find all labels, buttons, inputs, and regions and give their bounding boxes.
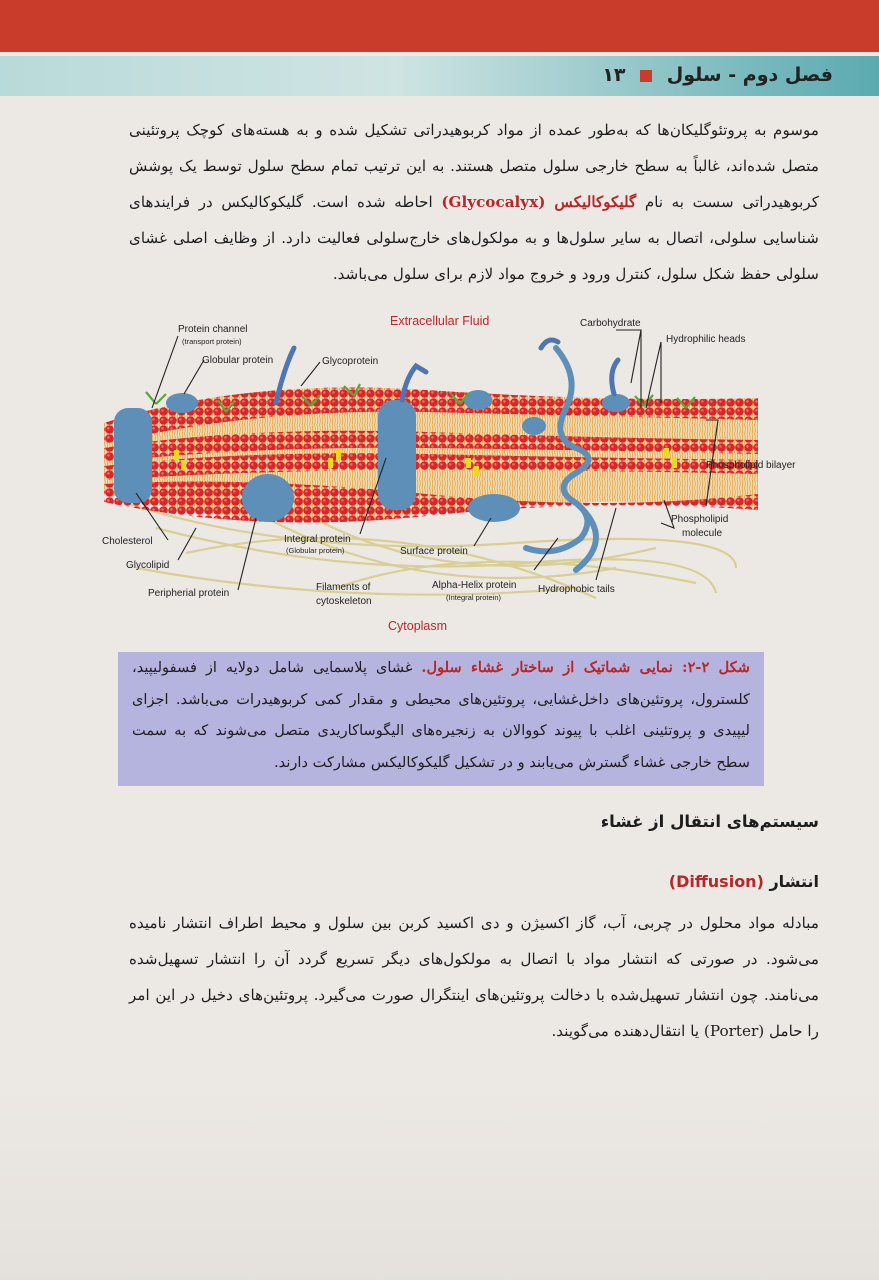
diffusion-heading-en: (Diffusion) — [668, 872, 764, 891]
cytoplasm-label: Cytoplasm — [388, 619, 448, 633]
filaments-label-2: cytoskeleton — [316, 596, 372, 607]
hydrophilic-heads-label: Hydrophilic heads — [666, 334, 746, 345]
section-heading: سیستم‌های انتقال از غشاء — [600, 812, 819, 831]
peripherial-protein-label: Peripherial protein — [148, 588, 230, 599]
protein-channel-sublabel: (transport protein) — [182, 337, 242, 346]
alpha-helix-label: Alpha-Helix protein — [432, 580, 517, 591]
chapter-label: فصل دوم — [742, 64, 833, 86]
hydrophobic-tails-label: Hydrophobic tails — [538, 584, 615, 595]
page-bottom-shade — [0, 1080, 879, 1280]
phospholipid-molecule-label-1: Phospholipid — [671, 514, 729, 525]
cholesterol-label: Cholesterol — [102, 536, 153, 547]
top-color-band — [0, 0, 879, 52]
filaments-label-1: Filaments of — [316, 582, 371, 593]
glycoprotein-label: Glycoprotein — [322, 356, 379, 367]
intro-text-before: موسوم به پروتئوگلیکان‌ها که به‌طور عمده از مواد کربوهیدراتی تشکیل شده و به هسته‌های کوچک پروتئینی متصل شده‌اند، غالباً به سطح خارجی سلول متصل هستند. به این ترتیب تمام سطح سلول توسط یک پوشش کربوهیدراتی سست به نام — [129, 121, 820, 211]
caption-title: شکل ۲-۲: نمایی شماتیک از ساختار غشاء سلول. — [421, 659, 751, 676]
alpha-helix-sublabel: (Integral protein) — [446, 593, 502, 602]
phospholipid-molecule-label-2: molecule — [682, 528, 723, 539]
glycocalyx-term: گلیکوکالیکس (Glycocalyx) — [441, 193, 637, 211]
cell-membrane-figure — [96, 308, 796, 648]
header-square-icon — [640, 70, 652, 82]
intro-paragraph — [129, 112, 819, 292]
surface-protein-label: Surface protein — [400, 546, 468, 557]
carbohydrate-label: Carbohydrate — [580, 318, 641, 329]
running-header — [602, 64, 833, 86]
figure-caption — [118, 652, 764, 786]
diffusion-heading-fa: انتشار — [769, 872, 819, 891]
page-number: ۱۳ — [602, 64, 626, 86]
glycolipid-label: Glycolipid — [126, 560, 170, 571]
integral-protein-label: Integral protein — [284, 534, 351, 545]
globular-protein-label: Globular protein — [202, 355, 274, 366]
chapter-title: سلول — [666, 64, 722, 86]
integral-protein-sublabel: (Globular protein) — [286, 546, 345, 555]
diffusion-heading — [669, 872, 819, 891]
protein-channel-label: Protein channel — [178, 324, 248, 335]
phospholipid-bilayer-label: Phospholipid bilayer — [706, 460, 796, 471]
intro-text-after: احاطه شده است. گلیکوکالیکس در فرایندهای شناسایی سلولی، اتصال به سایر سلول‌ها و به مولکول‌های خارج‌سلولی فعالیت دارد. از وظایف اصلی غشای سلولی حفظ شکل سلول، کنترل ورود و خروج مواد لازم برای سلول می‌باشد. — [129, 193, 819, 283]
diffusion-paragraph: مبادله مواد محلول در چربی، آب، گاز اکسیژن و دی اکسید کربن بین سلول و محیط اطراف انتشار نامیده می‌شود. در صورتی که انتشار مواد با اتصال به مولکول‌های دیگر تسریع گردد آن را انتشار تسهیل‌شده می‌نامند. چون انتشار تسهیل‌شده با دخالت پروتئین‌های اینتگرال صورت می‌گیرد. پروتئین‌های دخیل در این امر را حامل (Porter) یا انتقال‌دهنده می‌گویند. — [129, 914, 819, 1040]
header-dash: - — [728, 64, 737, 86]
extracellular-fluid-label: Extracellular Fluid — [390, 314, 490, 328]
caption-body: غشای پلاسمایی شامل دولایه از فسفولیپید، کلسترول، پروتئین‌های داخل‌غشایی، پروتئین‌های محیطی و مقدار کمی کربوهیدرات می‌باشد. اجزای لیپیدی و پروتئینی اغلب با پیوند کووالان به زنجیره‌های الیگوساکاریدی متصل می‌شوند که به سمت سطح خارجی غشاء گسترش می‌یابند و در تشکیل گلیکوکالیکس مشارکت دارند. — [132, 659, 750, 771]
